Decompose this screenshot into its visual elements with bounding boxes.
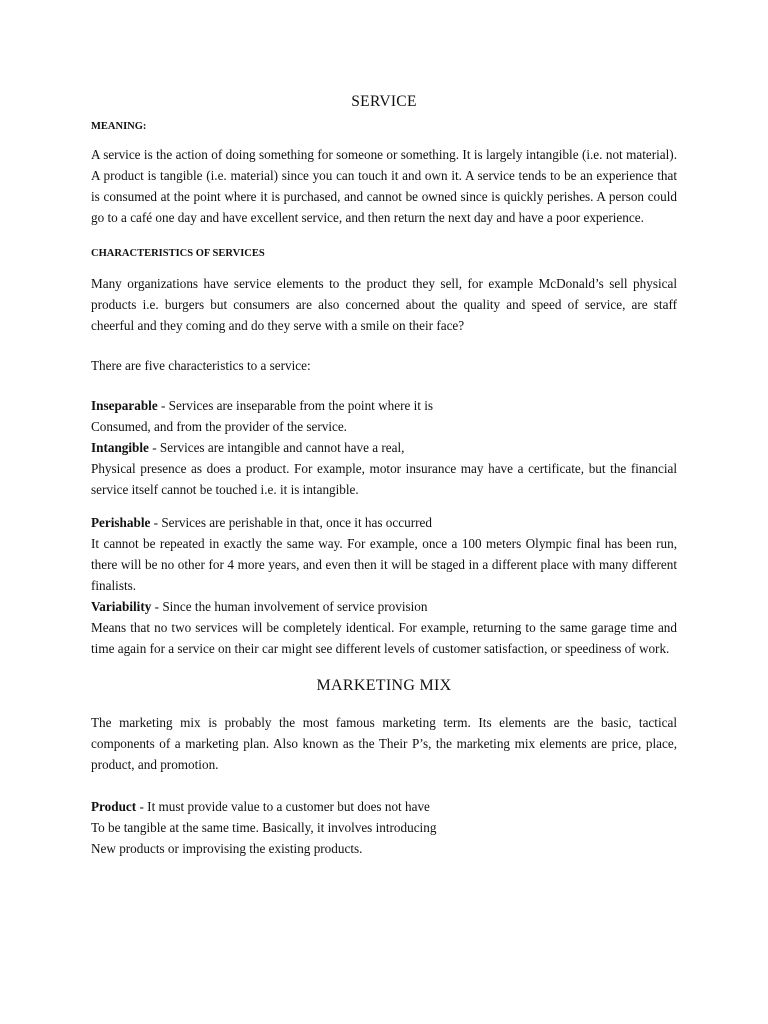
product-term: Product: [91, 799, 137, 814]
characteristic-lead: - Services are inseparable from the point where it is: [157, 398, 434, 413]
product-heading: [91, 796, 677, 817]
characteristic-term: Intangible: [91, 440, 149, 455]
meaning-paragraph: A service is the action of doing something for someone or something. It is largely intangible (i.e. not material). A product is tangible (i.e. material) since you can touch it and own it. A service tends to be an experience that is consumed at the point where it is purchased, and cannot be owned since is quickly perishes. A person could go to a café one day and have excellent service, and then return the next day and have a poor experience.: [91, 147, 677, 225]
characteristic-perishable-body: It cannot be repeated in exactly the same way. For example, once a 100 meters Olympic final has been run, there will be no other for 4 more years, and even then it will be staged in a different place with many different finalists.: [91, 536, 677, 593]
characteristic-inseparable-heading: [91, 395, 677, 416]
characteristic-term: Inseparable: [91, 398, 158, 413]
characteristic-term: Variability: [91, 599, 152, 614]
product-line-2: To be tangible at the same time. Basically, it involves introducing: [91, 820, 437, 835]
characteristic-perishable-heading: [91, 512, 677, 533]
characteristic-intangible-body: Physical presence as does a product. For example, motor insurance may have a certificate, but the financial service itself cannot be touched i.e. it is intangible.: [91, 461, 677, 497]
product-line-3: New products or improvising the existing products.: [91, 841, 363, 856]
meaning-label: MEANING:: [91, 121, 147, 132]
characteristic-lead: - Since the human involvement of service provision: [151, 599, 428, 614]
characteristics-intro-paragraph: Many organizations have service elements to the product they sell, for example McDonald’s sell physical products i.e. burgers but consumers are also concerned about the quality and speed of service, are staff cheerful and they coming and do they serve with a smile on their face?: [91, 276, 677, 333]
characteristic-intangible-heading: [91, 437, 677, 458]
marketing-mix-intro-paragraph: The marketing mix is probably the most famous marketing term. Its elements are the basic, tactical components of a marketing plan. Also known as the Their P’s, the marketing mix elements are price, place, product, and promotion.: [91, 715, 677, 772]
service-title: SERVICE: [351, 93, 417, 110]
characteristic-variability-body: Means that no two services will be completely identical. For example, returning to the same garage time and time again for a service on their car might see different levels of customer satisfaction, or speediness of work.: [91, 620, 677, 656]
characteristic-lead: - Services are intangible and cannot have a real,: [148, 440, 405, 455]
characteristic-lead: - Services are perishable in that, once it has occurred: [150, 515, 432, 530]
characteristics-label: CHARACTERISTICS OF SERVICES: [91, 248, 265, 259]
characteristic-variability-heading: [91, 596, 677, 617]
product-lead: - It must provide value to a customer but does not have: [136, 799, 430, 814]
five-characteristics-intro: There are five characteristics to a service:: [91, 358, 311, 373]
characteristic-term: Perishable: [91, 515, 151, 530]
characteristic-inseparable-body: Consumed, and from the provider of the service.: [91, 419, 347, 434]
marketing-mix-title: MARKETING MIX: [316, 677, 452, 694]
